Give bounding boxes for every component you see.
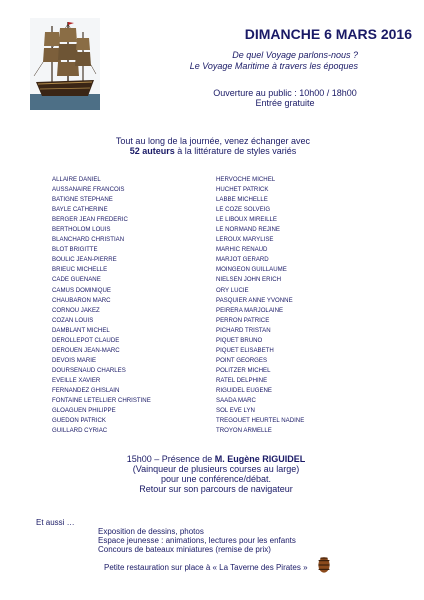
author-name-right: NIELSEN JOHN ERICH bbox=[216, 276, 282, 284]
event-line-3: pour une conférence/débat. bbox=[160, 474, 272, 484]
author-name-left: DEROLLEPOT CLAUDE bbox=[52, 336, 120, 344]
author-name-right: MARHIC RENAUD bbox=[216, 246, 268, 254]
guest-event bbox=[96, 454, 336, 494]
opening-info bbox=[200, 88, 370, 108]
author-name-left: BOULIC JEAN-PIERRE bbox=[52, 256, 117, 264]
author-name-right: LE NORMAND REJINE bbox=[216, 226, 280, 234]
author-name-left: DOURSENAUD CHARLES bbox=[52, 366, 126, 374]
author-name-right: PEIRERA MARJOLAINE bbox=[216, 306, 284, 314]
extras-list bbox=[98, 527, 398, 554]
guest-name: M. Eugène RIGUIDEL bbox=[214, 454, 306, 464]
event-time: 15h00 – Présence de bbox=[126, 454, 213, 464]
author-name-right: HERVOCHE MICHEL bbox=[216, 176, 276, 183]
author-name-right: PIQUET ELISABETH bbox=[216, 346, 274, 354]
author-name-right: RIGUIDEL EUGENE bbox=[216, 386, 272, 394]
entry-info: Entrée gratuite bbox=[255, 98, 315, 108]
author-name-right: LE COZE SOLVEIG bbox=[216, 206, 271, 214]
author-name-left: CAMUS DOMINIQUE bbox=[52, 286, 111, 294]
extras-item: Exposition de dessins, photos bbox=[98, 527, 204, 536]
opening-hours: Ouverture au public : 10h00 / 18h00 bbox=[213, 88, 357, 98]
author-name-left: COZAN LOUIS bbox=[52, 316, 94, 324]
subtitle-line-1: De quel Voyage parlons-nous ? bbox=[232, 50, 358, 60]
author-name-right: POINT GEORGES bbox=[216, 356, 268, 364]
barrel-icon bbox=[318, 557, 330, 573]
author-name-right: HUCHET PATRICK bbox=[216, 186, 269, 194]
author-name-left: GUILLARD CYRIAC bbox=[52, 427, 108, 435]
sailing-ship-image bbox=[30, 18, 100, 110]
author-name-left: GLOAGUEN PHILIPPE bbox=[52, 407, 116, 415]
authors-count: 52 auteurs bbox=[129, 146, 175, 156]
author-name-left: FONTAINE LETELLIER CHRISTINE bbox=[52, 397, 151, 405]
author-name-right: MOINGEON GUILLAUME bbox=[216, 266, 287, 274]
intro-line-2 bbox=[100, 146, 326, 156]
author-name-left: GUEDON PATRICK bbox=[52, 417, 106, 425]
event-date: DIMANCHE 6 MARS 2016 bbox=[244, 26, 412, 42]
author-name-left: ALLAIRE DANIEL bbox=[52, 176, 101, 183]
extras-item: Concours de bateaux miniatures (remise de prix) bbox=[98, 545, 271, 554]
intro-line-1: Tout au long de la journée, venez échanger avec bbox=[115, 136, 311, 146]
author-name-right: POLITZER MICHEL bbox=[216, 366, 271, 374]
event-line-1 bbox=[96, 454, 336, 464]
author-name-left: CADE GUENANE bbox=[52, 276, 101, 284]
author-name-left: BLOT BRIGITTE bbox=[52, 246, 98, 254]
subtitle-line-2: Le Voyage Maritime à travers les époques bbox=[189, 61, 358, 71]
event-subtitle bbox=[140, 50, 358, 72]
author-name-right: PICHARD TRISTAN bbox=[216, 326, 271, 334]
author-name-right: PIQUET BRUNO bbox=[216, 336, 263, 344]
author-name-right: RATEL DELPHINE bbox=[216, 376, 268, 384]
author-name-right: TREGOUET HEURTEL NADINE bbox=[216, 417, 305, 425]
author-name-right: PASQUIER ANNE YVONNE bbox=[216, 296, 293, 304]
author-name-left: BERTHOLOM LOUIS bbox=[52, 226, 111, 234]
authors-intro bbox=[100, 136, 326, 156]
author-name-left: DEROUEN JEAN-MARC bbox=[52, 346, 120, 354]
author-name-left: CHAUBARON MARC bbox=[52, 296, 111, 304]
author-name-left: FERNANDEZ GHISLAIN bbox=[52, 386, 120, 394]
event-line-2: (Vainqueur de plusieurs courses au large) bbox=[132, 464, 300, 474]
author-name-left: DAMBLANT MICHEL bbox=[52, 326, 110, 334]
author-name-left: BRIEUC MICHELLE bbox=[52, 266, 108, 274]
author-name-left: EVEILLE XAVIER bbox=[52, 376, 101, 384]
author-name-right: LABBE MICHELLE bbox=[216, 196, 268, 204]
restaurant-note: Petite restauration sur place à « La Taverne des Pirates » bbox=[104, 563, 308, 572]
author-name-left: DEVOIS MARIE bbox=[52, 356, 97, 364]
author-name-left: BLANCHARD CHRISTIAN bbox=[52, 236, 125, 244]
author-name-right: SOL EVE LYN bbox=[216, 407, 255, 415]
extras-item: Espace jeunesse : animations, lectures pour les enfants bbox=[98, 536, 296, 545]
extras-intro: Et aussi … bbox=[36, 518, 75, 527]
authors-list bbox=[52, 175, 382, 436]
author-name-right: TROYON ARMELLE bbox=[216, 427, 272, 435]
author-name-left: CORNOU JAKEZ bbox=[52, 306, 100, 314]
event-line-4: Retour sur son parcours de navigateur bbox=[139, 484, 293, 494]
author-name-left: BATIGNE STEPHANE bbox=[52, 196, 113, 204]
author-name-right: SAADA MARC bbox=[216, 397, 256, 405]
author-name-left: BAYLE CATHERINE bbox=[52, 206, 108, 214]
author-name-left: BERGER JEAN FREDERIC bbox=[52, 216, 128, 224]
author-name-right: LE LIBOUX MIREILLE bbox=[216, 216, 277, 224]
author-name-right: ORY LUCIE bbox=[216, 286, 249, 294]
author-name-right: MARJOT GERARD bbox=[216, 256, 269, 264]
intro-line-2-rest: à la littérature de styles variés bbox=[177, 146, 297, 156]
author-name-left: AUSSANAIRE FRANCOIS bbox=[52, 186, 125, 194]
author-name-right: LEROUX MARYLISE bbox=[216, 236, 274, 244]
author-name-right: PERRON PATRICE bbox=[216, 316, 270, 324]
